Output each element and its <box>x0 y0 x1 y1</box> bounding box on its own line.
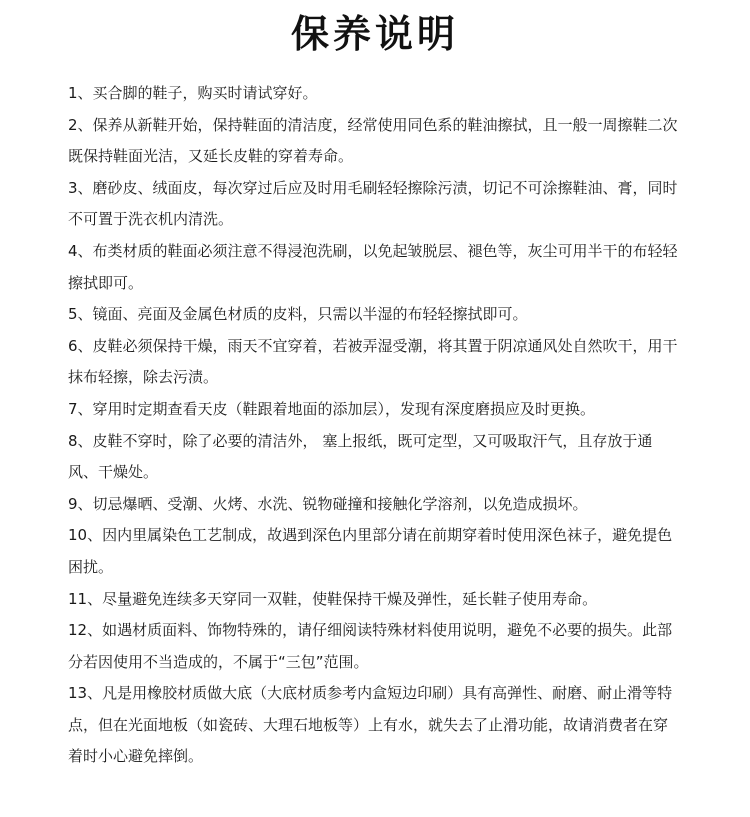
list-item: 3、磨砂皮、绒面皮，每次穿过后应及时用毛刷轻轻擦除污渍，切记不可涂擦鞋油、膏，同时不可置于洗衣机内清洗。 <box>68 178 678 229</box>
list-item: 8、皮鞋不穿时，除了必要的清洁外， 塞上报纸，既可定型，又可吸取汗气，且存放于通风、干燥处。 <box>68 431 653 482</box>
care-instructions-list <box>68 78 680 773</box>
list-item: 6、皮鞋必须保持干燥，雨天不宜穿着，若被弄湿受潮，将其置于阴凉通风处自然吹干，用干抹布轻擦，除去污渍。 <box>68 336 678 387</box>
list-item: 13、凡是用橡胶材质做大底（大底材质参考内盒短边印刷）具有高弹性、耐磨、耐止滑等特点，但在光面地板（如瓷砖、大理石地板等）上有水，就失去了止滑功能，故请消费者在穿着时小心避免摔倒。 <box>68 684 673 766</box>
list-item: 5、镜面、亮面及金属色材质的皮料，只需以半湿的布轻轻擦拭即可。 <box>68 305 528 324</box>
list-item: 2、保养从新鞋开始，保持鞋面的清洁度，经常使用同色系的鞋油擦拭，且一般一周擦鞋二次既保持鞋面光洁，又延长皮鞋的穿着寿命。 <box>68 115 678 166</box>
list-item: 11、尽量避免连续多天穿同一双鞋，使鞋保持干燥及弹性，延长鞋子使用寿命。 <box>68 589 598 608</box>
list-item: 12、如遇材质面料、饰物特殊的，请仔细阅读特殊材料使用说明，避免不必要的损失。此部分若因使用不当造成的，不属于“三包”范围。 <box>68 621 673 671</box>
list-item: 9、切忌爆晒、受潮、火烤、水洗、锐物碰撞和接触化学溶剂，以免造成损坏。 <box>68 494 588 513</box>
list-item: 1、买合脚的鞋子，购买时请试穿好。 <box>68 84 318 102</box>
list-item: 4、布类材质的鞋面必须注意不得浸泡洗刷，以免起皱脱层、褪色等，灰尘可用半干的布轻轻擦拭即可。 <box>68 241 678 292</box>
page-title: 保养说明 <box>290 12 459 56</box>
list-item: 10、因内里属染色工艺制成，故遇到深色内里部分请在前期穿着时使用深色袜子，避免提色困扰。 <box>68 526 673 576</box>
list-item: 7、穿用时定期查看天皮（鞋跟着地面的添加层），发现有深度磨损应及时更换。 <box>68 399 596 418</box>
